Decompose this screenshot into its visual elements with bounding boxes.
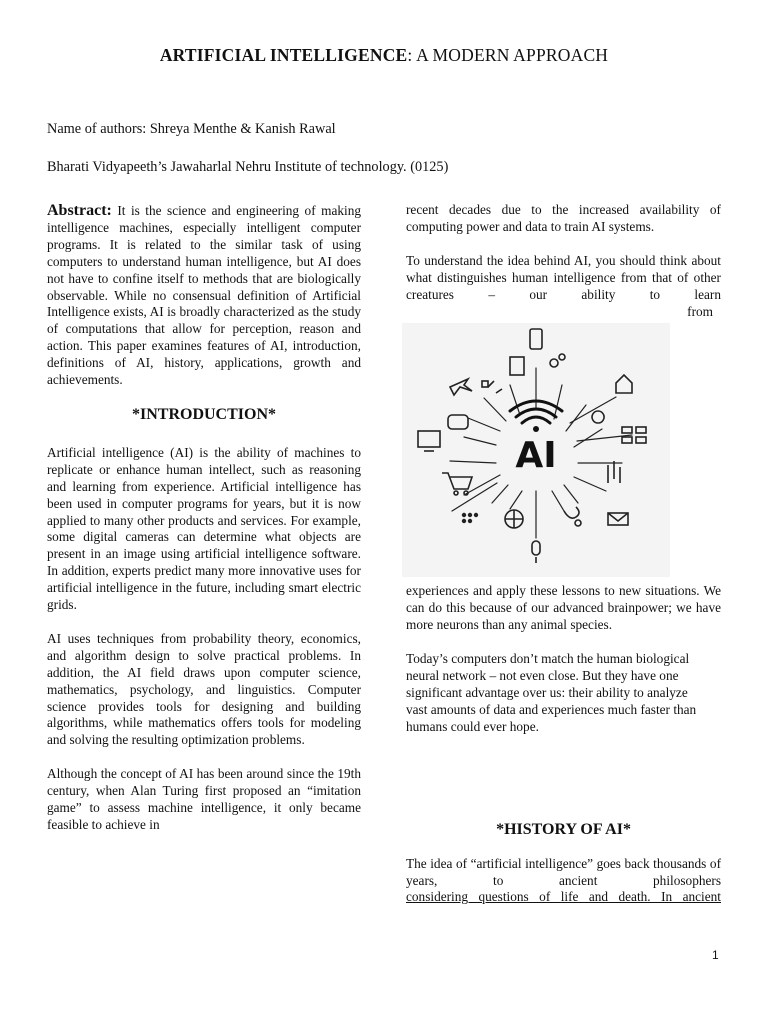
right-paragraph-1: recent decades due to the increased availability of computing power and data to train AI systems.: [406, 202, 721, 234]
authors-line: Name of authors: Shreya Menthe & Kanish Rawal: [47, 121, 336, 137]
ai-network-icon: [402, 323, 670, 577]
page-number: 1: [712, 948, 719, 962]
right-column: [406, 202, 721, 906]
ai-illustration: [402, 323, 670, 577]
right-paragraph-2-tail: from: [687, 303, 713, 319]
ai-center-label: AI: [515, 435, 557, 477]
left-column: [47, 203, 361, 834]
intro-paragraph-2: AI uses techniques from probability theory, economics, and algorithm design to solve practical problems. In addition, the AI field draws upon computer science, mathematics, psychology, and linguistics. Computer science provides tools for designing and building algorithms, while mathematics offers tools for modeling and solving the resulting optimization problems.: [47, 630, 361, 748]
history-paragraph-line-2: considering questions of life and death. In ancient: [406, 889, 721, 905]
abstract-label: Abstract:: [47, 202, 112, 219]
right-paragraph-2: To understand the idea behind AI, you should think about what distinguishes human intelligence from that of other creatures – our ability to learn: [406, 252, 721, 302]
history-heading: *HISTORY OF AI*: [496, 820, 631, 838]
history-paragraph-line-1: The idea of “artificial intelligence” goes back thousands of years, to ancient philosophers: [406, 855, 721, 888]
abstract-paragraph: [47, 203, 361, 389]
intro-paragraph-3: Although the concept of AI has been around since the 19th century, when Alan Turing first proposed an “imitation game” to assess machine intelligence, it only became feasible to achieve in: [47, 766, 361, 832]
title-rest: : A MODERN APPROACH: [407, 45, 609, 65]
title-bold: ARTIFICIAL INTELLIGENCE: [159, 45, 408, 65]
right-paragraph-4: Today’s computers don’t match the human biological neural network – not even close. But they have one significant advantage over us: their ability to analyze vast amounts of data and experiences much faster than humans could ever hope.: [406, 651, 697, 734]
paper-title: [0, 45, 768, 66]
abstract-text: It is the science and engineering of making intelligence machines, especially intelligent computer programs. It is related to the similar task of using computers to understand human intelligence, but AI does not have to confine itself to methods that are biologically observable. While no consensual definition of Artificial Intelligence exists, AI is broadly characterized as the study of computations that allow for perception, reason and action. This paper examines features of AI, introduction, definitions of AI, history, applications, growth and achievements.: [47, 203, 361, 388]
intro-paragraph-1: Artificial intelligence (AI) is the ability of machines to replicate or enhance human intellect, such as reasoning and learning from experience. Artificial intelligence has been used in computer programs for years, but it is now applied to many other products and services. For example, some digital cameras can determine what objects are present in an image using artificial intelligence software. In addition, experts predict many more innovative uses for artificial intelligence in the future, including smart electric grids.: [47, 444, 361, 613]
right-paragraph-3: experiences and apply these lessons to new situations. We can do this because of our advanced brainpower; we have more neurons than any animal species.: [406, 583, 721, 633]
introduction-heading: *INTRODUCTION*: [131, 405, 276, 423]
institution-line: Bharati Vidyapeeth’s Jawaharlal Nehru Institute of technology. (0125): [47, 159, 449, 175]
